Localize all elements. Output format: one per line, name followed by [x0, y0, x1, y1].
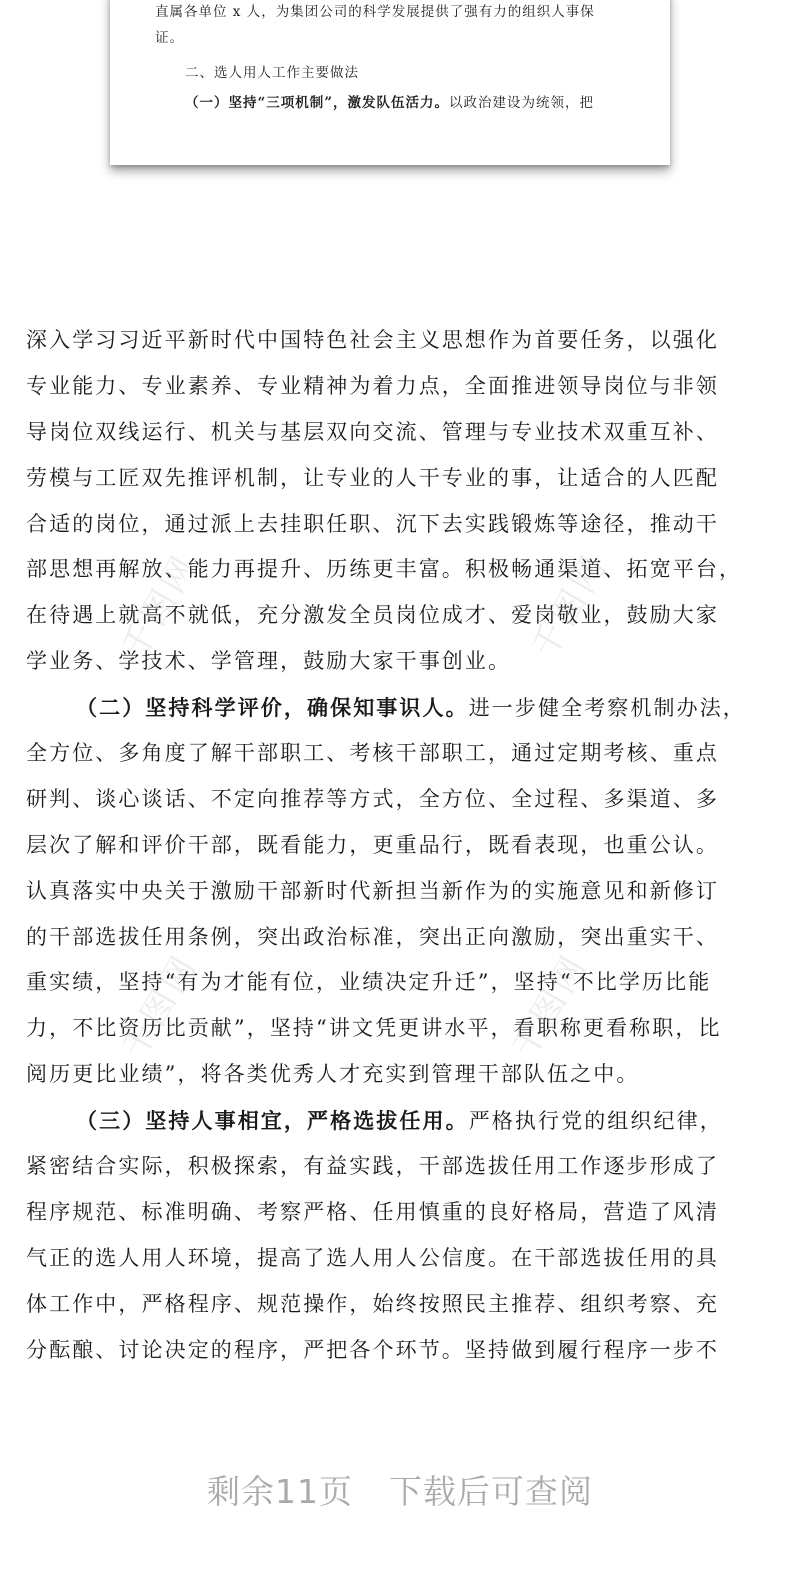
remaining-pages-text: 剩余11页: [207, 1472, 353, 1511]
text-line: 气正的选人用人环境，提高了选人用人公信度。在干部选拔任用的具: [26, 1245, 719, 1270]
paragraph-2-first-line: [26, 685, 776, 731]
text-line: 认真落实中央关于激励干部新时代新担当新作为的实施意见和新修订: [26, 878, 719, 903]
preview-line-2: 证。: [155, 30, 184, 46]
text-line: 层次了解和评价干部，既看能力，更重品行，既看表现，也重公认。: [26, 832, 719, 857]
watermark: 千图网: [504, 946, 596, 1066]
document-body: [26, 318, 776, 1373]
watermark: 千图网: [524, 546, 616, 666]
text-line: 部思想再解放、能力再提升、历练更丰富。积极畅通渠道、拓宽平台，: [26, 557, 743, 582]
text-line: 深入学习习近平新时代中国特色社会主义思想作为首要任务，以强化: [26, 328, 719, 352]
text-line: 研判、谈心谈话、不定向推荐等方式，全方位、全过程、多渠道、多: [26, 786, 719, 811]
text-line: 紧密结合实际，积极探索，有益实践，干部选拔任用工作逐步形成了: [26, 1154, 719, 1179]
text-line: 程序规范、标准明确、考察严格、任用慎重的良好格局，营造了风清: [26, 1199, 719, 1224]
watermark: 千图网: [114, 546, 206, 666]
section-heading-2: （二）坚持科学评价，确保知事识人。: [76, 695, 469, 721]
text-line: 分酝酿、讨论决定的程序，严把各个环节。坚持做到履行程序一步不: [26, 1337, 719, 1362]
preview-section-heading: 二、选人用人工作主要做法: [185, 65, 359, 81]
text-run: 进一步健全考察机制办法，: [468, 696, 746, 721]
watermark: 千图网: [114, 946, 206, 1066]
text-line: 学业务、学技术、学管理，鼓励大家干事创业。: [26, 649, 512, 674]
text-line: 专业能力、专业素养、专业精神为着力点，全面推进领导岗位与非领: [26, 373, 719, 398]
text-line: 体工作中，严格程序、规范操作，始终按照民主推荐、组织考察、充: [26, 1291, 719, 1316]
text-line: 合适的岗位，通过派上去挂职任职、沉下去实践锻炼等途径，推动干: [26, 511, 719, 536]
download-prompt[interactable]: [0, 1466, 800, 1513]
preview-subheading: （一）坚持“三项机制”，激发队伍活力。: [185, 95, 450, 111]
section-heading-3: （三）坚持人事相宜，严格选拔任用。: [76, 1108, 469, 1134]
paragraph-3-first-line: [26, 1098, 776, 1144]
preview-line-4-rest: 以政治建设为统领，把: [449, 95, 595, 111]
preview-line-1: 直属各单位 x 人，为集团公司的科学发展提供了强有力的组织人事保: [155, 4, 595, 20]
preview-page-card: [110, 0, 670, 165]
text-line: 在待遇上就高不就低，充分激发全员岗位成才、爱岗敬业，鼓励大家: [26, 603, 719, 628]
text-line: 的干部选拔任用条例，突出政治标准，突出正向激励，突出重实干、: [26, 924, 719, 949]
text-line: 全方位、多角度了解干部职工、考核干部职工，通过定期考核、重点: [26, 741, 719, 766]
text-line: 阅历更比业绩”，将各类优秀人才充实到管理干部队伍之中。: [26, 1062, 640, 1087]
text-run: 严格执行党的组织纪律，: [468, 1109, 723, 1134]
text-line: 重实绩，坚持“有为才能有位，业绩决定升迁”，坚持“不比学历比能: [26, 970, 712, 995]
text-line: 力，不比资历比贡献”，坚持“讲文凭更讲水平，看职称更看称职，比: [26, 1016, 722, 1041]
text-line: 导岗位双线运行、机关与基层双向交流、管理与专业技术双重互补、: [26, 419, 719, 444]
text-line: 劳模与工匠双先推评机制，让专业的人干专业的事，让适合的人匹配: [26, 465, 719, 490]
preview-line-4: [185, 93, 594, 113]
download-to-view-text: 下载后可查阅: [389, 1472, 593, 1511]
